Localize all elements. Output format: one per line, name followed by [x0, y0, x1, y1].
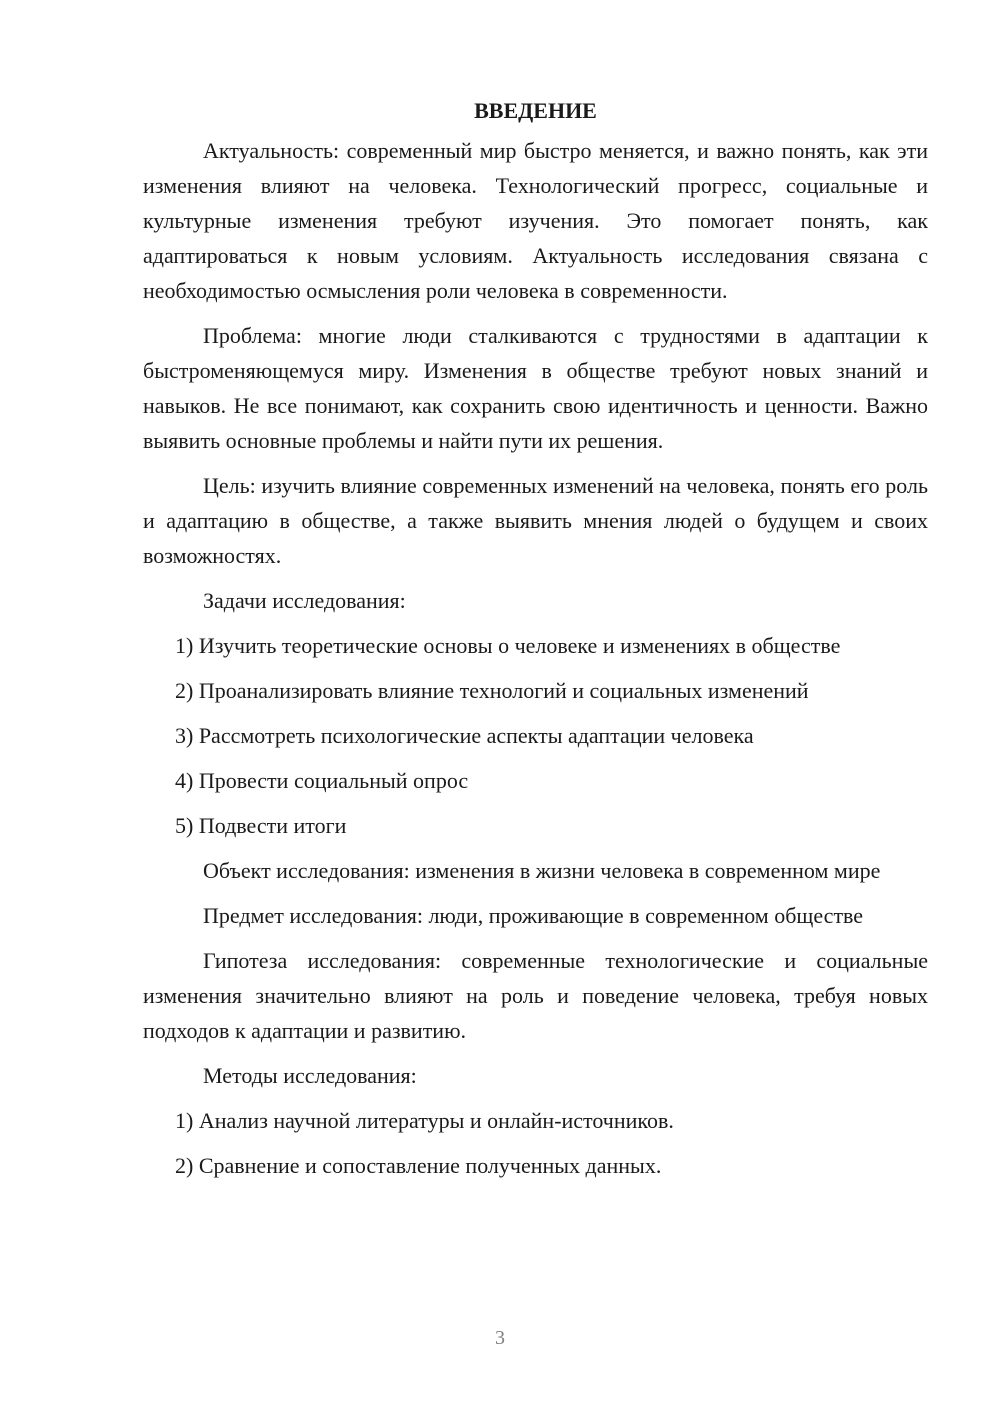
page-number: 3 — [495, 1327, 505, 1349]
methods-list — [143, 1103, 928, 1183]
section-title: ВВЕДЕНИЕ — [474, 98, 597, 123]
problem-paragraph: Проблема: многие люди сталкиваются с трудностями в адаптации к быстроменяющемуся миру. Изменения в обществе требуют новых знаний и навыков. Не все понимают, как сохранить свою идентичность и ценности. Важно выявить основные проблемы и найти пути их решения. — [143, 323, 928, 453]
task-item: 1) Изучить теоретические основы о человеке и изменениях в обществе — [175, 633, 841, 658]
method-item: 1) Анализ научной литературы и онлайн-источников. — [175, 1108, 674, 1133]
relevance-paragraph: Актуальность: современный мир быстро меняется, и важно понять, как эти изменения влияют на человека. Технологический прогресс, социальные и культурные изменения требуют изучения. Это помогает понять, как адаптироваться к новым условиям. Актуальность исследования связана с необходимостью осмысления роли человека в современности. — [143, 138, 928, 303]
hypothesis-paragraph: Гипотеза исследования: современные технологические и социальные изменения значительно влияют на роль и поведение человека, требуя новых подходов к адаптации и развитию. — [143, 948, 928, 1043]
tasks-list — [143, 628, 928, 843]
object-paragraph: Объект исследования: изменения в жизни человека в современном мире — [203, 858, 881, 883]
method-item: 2) Сравнение и сопоставление полученных данных. — [175, 1153, 662, 1178]
tasks-heading: Задачи исследования: — [203, 588, 406, 613]
task-item: 3) Рассмотреть психологические аспекты адаптации человека — [175, 723, 754, 748]
task-item: 5) Подвести итоги — [175, 813, 347, 838]
task-item: 2) Проанализировать влияние технологий и социальных изменений — [175, 678, 809, 703]
task-item: 4) Провести социальный опрос — [175, 768, 469, 793]
subject-paragraph: Предмет исследования: люди, проживающие в современном обществе — [203, 903, 864, 928]
goal-paragraph: Цель: изучить влияние современных изменений на человека, понять его роль и адаптацию в обществе, а также выявить мнения людей о будущем и своих возможностях. — [143, 473, 928, 568]
methods-heading: Методы исследования: — [203, 1063, 417, 1088]
